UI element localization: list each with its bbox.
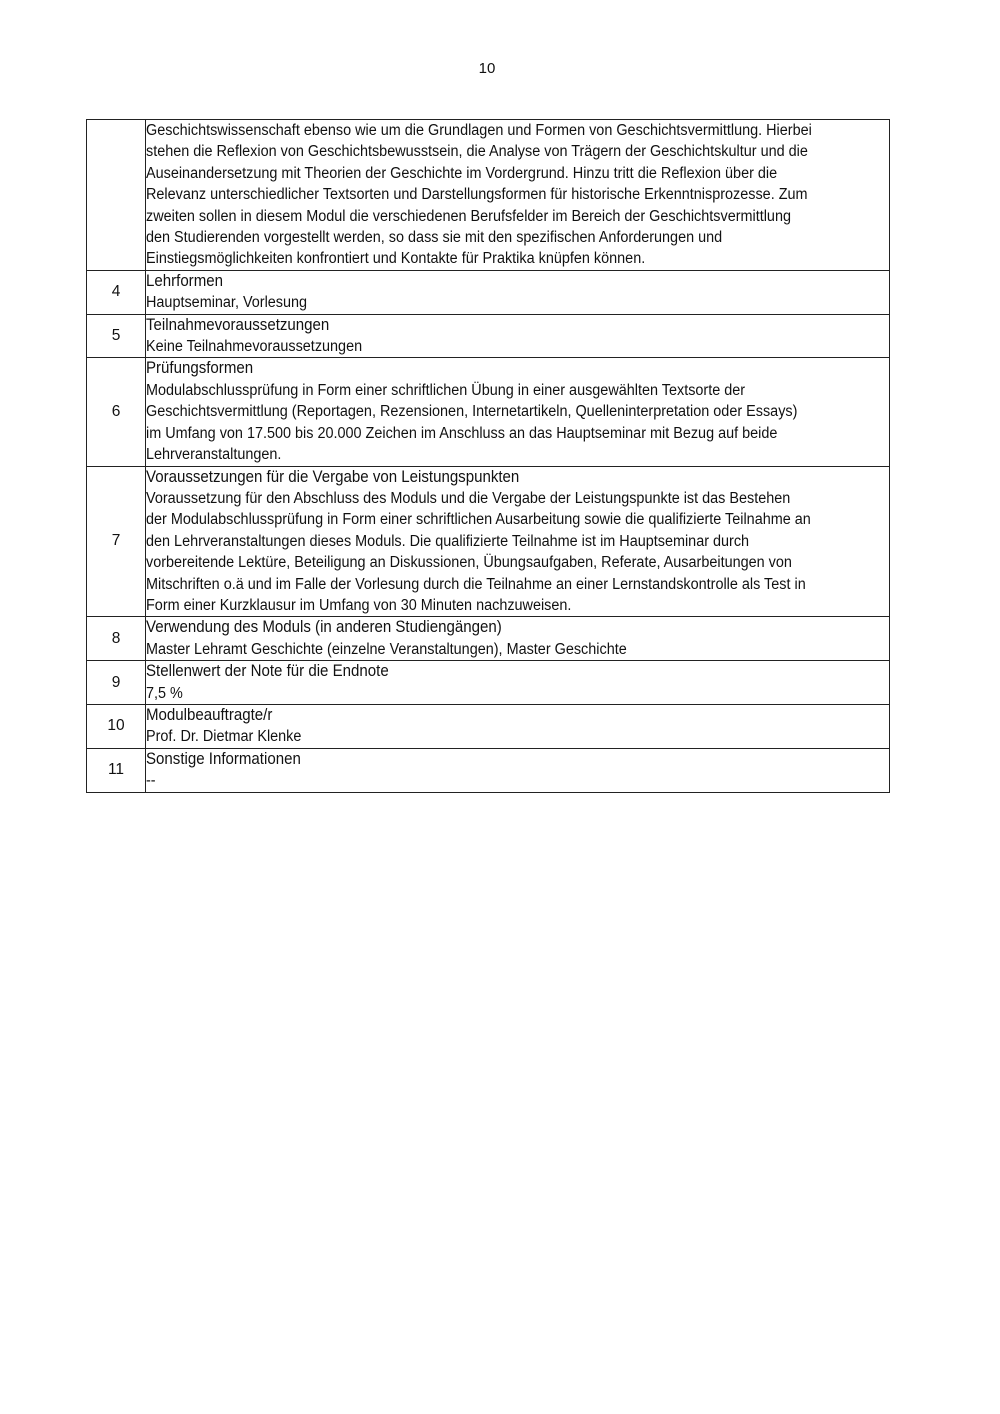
row-number: 9 <box>87 661 146 705</box>
table-row <box>87 120 890 271</box>
row-heading: Verwendung des Moduls (in anderen Studiengängen) <box>146 618 502 637</box>
row-number <box>87 120 146 271</box>
table-row <box>87 661 890 705</box>
teilnahmevoraussetzungen-cell: Teilnahmevoraussetzungen Keine Teilnahmevoraussetzungen <box>146 314 890 358</box>
stellenwert-cell: Stellenwert der Note für die Endnote 7,5 % <box>146 661 890 705</box>
row-number: 5 <box>87 314 146 358</box>
row-heading: Teilnahmevoraussetzungen <box>146 315 330 334</box>
table-row <box>87 314 890 358</box>
table-row <box>87 466 890 617</box>
leistungspunkte-cell: Voraussetzungen für die Vergabe von Leistungspunkten Voraussetzung für den Abschluss des Moduls und die Vergabe der Leistungspunkte ist das Bestehen der Modulabschlussprüfung in Form einer schriftlichen Ausarbeitung sowie die qualifizierte Teilnahme an den Lehrveranstaltungen dieses Moduls. Die qualifizierte Teilnahme ist im Hauptseminar durch vorbereitende Lektüre, Beteiligung an Diskussionen, Übungsaufgaben, Referate, Ausarbeitungen von Mitschriften o.ä und im Falle der Vorlesung durch die Teilnahme an einer Lernstandskontrolle als Test in Form einer Kurzklausur im Umfang von 30 Minuten nachzuweisen. <box>146 466 890 617</box>
table-row <box>87 617 890 661</box>
page-number: 10 <box>478 60 496 77</box>
lehrformen-cell: Lehrformen Hauptseminar, Vorlesung <box>146 270 890 314</box>
table-row <box>87 270 890 314</box>
verwendung-cell: Verwendung des Moduls (in anderen Studiengängen) Master Lehramt Geschichte (einzelne Veranstaltungen), Master Geschichte <box>146 617 890 661</box>
row-number: 6 <box>87 358 146 466</box>
table-row <box>87 704 890 748</box>
row-heading: Stellenwert der Note für die Endnote <box>146 662 389 681</box>
table-row <box>87 748 890 792</box>
row-number: 10 <box>87 704 146 748</box>
row-heading: Lehrformen <box>146 271 223 290</box>
row-number: 4 <box>87 270 146 314</box>
row-heading: Modulbeauftragte/r <box>146 705 273 724</box>
row-number: 11 <box>87 748 146 792</box>
row-heading: Voraussetzungen für die Vergabe von Leistungspunkten <box>146 467 520 486</box>
sonstige-informationen-cell: Sonstige Informationen -- <box>146 748 890 792</box>
row-heading: Sonstige Informationen <box>146 749 301 768</box>
row-number: 8 <box>87 617 146 661</box>
row-number: 7 <box>87 466 146 617</box>
module-description-table <box>86 119 890 793</box>
row-heading: Prüfungsformen <box>146 359 254 378</box>
module-content-continuation: Geschichtswissenschaft ebenso wie um die Grundlagen und Formen von Geschichtsvermittlung. Hierbei stehen die Reflexion von Geschichtsbewusstsein, die Analyse von Trägern der Geschichtskultur und die Auseinandersetzung mit Theorien der Geschichte im Vordergrund. Hinzu tritt die Reflexion über die Relevanz unterschiedlicher Textsorten und Darstellungsformen für historische Erkenntnisprozesse. Zum zweiten sollen in diesem Modul die verschiedenen Berufsfelder im Bereich der Geschichtsvermittlung den Studierenden vorgestellt werden, so dass sie mit den spezifischen Anforderungen und Einstiegsmöglichkeiten konfrontiert und Kontakte für Praktika knüpfen können. <box>146 120 890 271</box>
modulbeauftragte-cell: Modulbeauftragte/r Prof. Dr. Dietmar Klenke <box>146 704 890 748</box>
table-row <box>87 358 890 466</box>
pruefungsformen-cell: Prüfungsformen Modulabschlussprüfung in Form einer schriftlichen Übung in einer ausgewählten Textsorte der Geschichtsvermittlung (Reportagen, Rezensionen, Internetartikeln, Quelleninterpretation oder Essays) im Umfang von 17.500 bis 20.000 Zeichen im Anschluss an das Hauptseminar mit Bezug auf beide Lehrveranstaltungen. <box>146 358 890 466</box>
